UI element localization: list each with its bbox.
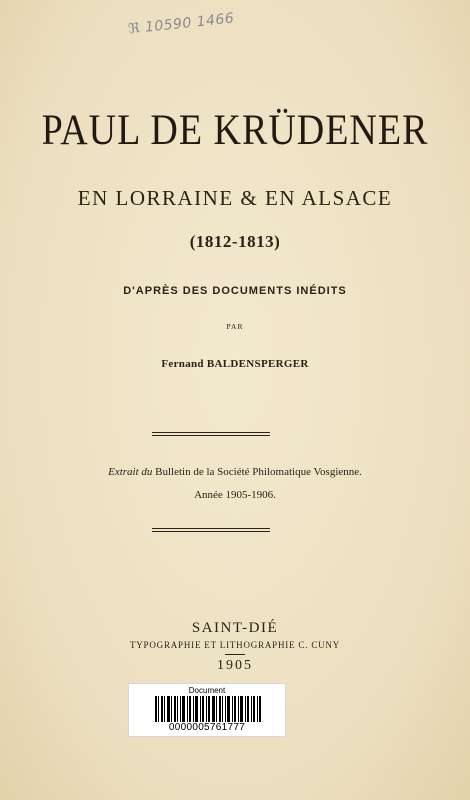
extrait-source: Bulletin de la Société Philomatique Vosgienne. (155, 466, 362, 478)
double-rule-top (152, 432, 270, 436)
documents-line: D'APRÈS DES DOCUMENTS INÉDITS (123, 285, 347, 297)
date-range: (1812-1813) (189, 232, 281, 251)
book-subtitle: EN LORRAINE & EN ALSACE (77, 186, 393, 210)
author-name: Fernand BALDENSPERGER (161, 358, 309, 370)
par-label: PAR (226, 322, 244, 331)
double-rule-bottom (152, 528, 270, 532)
short-rule (225, 654, 245, 655)
extrait-line (0, 466, 470, 478)
barcode-icon (155, 696, 261, 722)
barcode-sticker (128, 683, 286, 737)
publication-city: SAINT-DIÉ (191, 620, 279, 636)
handwritten-shelfmark: ℜ 10590 1466 (127, 10, 236, 38)
barcode-number: 0000005761777 (168, 722, 246, 733)
printer-line: TYPOGRAPHIE ET LITHOGRAPHIE C. CUNY (129, 640, 341, 650)
book-title: PAUL DE KRÜDENER (41, 105, 429, 155)
publication-year: 1905 (217, 658, 253, 673)
extrait-prefix: Extrait du (108, 466, 153, 478)
barcode-title: Document (188, 686, 226, 695)
annee-line: Année 1905-1906. (194, 489, 276, 501)
